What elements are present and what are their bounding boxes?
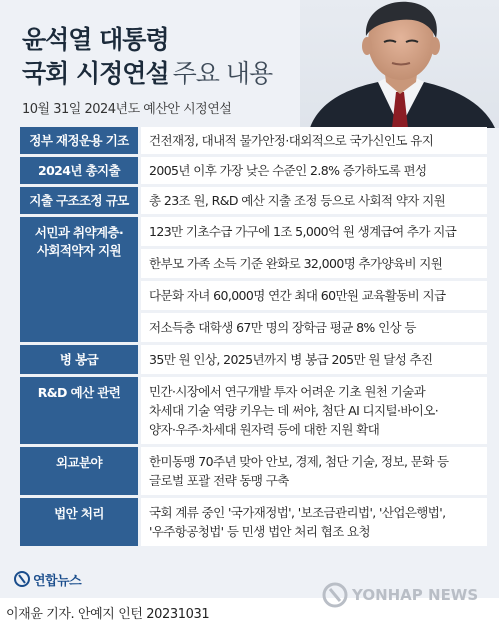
credit-line: 이재윤 기자. 안예지 인턴 20231031 bbox=[6, 607, 210, 622]
row-value: 한미동맹 70주년 맞아 안보, 경제, 첨단 기술, 정보, 문화 등 글로벌 포괄 전략 동맹 구축 bbox=[141, 447, 487, 495]
logo-text: 연합뉴스 bbox=[33, 573, 82, 589]
table-row bbox=[20, 217, 487, 342]
table-row bbox=[20, 377, 487, 444]
row-value: 총 23조 원, R&D 예산 지출 조정 등으로 사회적 약자 지원 bbox=[141, 187, 487, 214]
row-value: 건전재정, 대내적 물가안정·대외적으로 국가신인도 유지 bbox=[141, 127, 487, 154]
table-row bbox=[20, 498, 487, 546]
row-value: 다문화 자녀 60,000명 연간 최대 60만원 교육활동비 지급 bbox=[141, 281, 487, 310]
row-value: 2005년 이후 가장 낮은 수준인 2.8% 증가하도록 편성 bbox=[141, 157, 487, 184]
row-label: 법안 처리 bbox=[20, 498, 138, 546]
row-label: R&D 예산 관련 bbox=[20, 377, 138, 444]
row-label: 외교분야 bbox=[20, 447, 138, 495]
row-value: 한부모 가족 소득 기준 완화로 32,000명 추가양육비 지원 bbox=[141, 249, 487, 278]
watermark-text: YONHAP NEWS bbox=[352, 586, 479, 604]
title-line-2-bold: 국회 시정연설 bbox=[22, 59, 169, 88]
yonhap-logo-icon bbox=[14, 571, 30, 587]
table-row bbox=[20, 157, 487, 184]
row-label: 서민과 취약계층· 사회적약자 지원 bbox=[20, 217, 138, 342]
title-line-1: 윤석열 대통령 bbox=[22, 25, 169, 54]
row-value: 35만 원 인상, 2025년까지 병 봉급 205만 원 달성 추진 bbox=[141, 345, 487, 374]
subtitle: 10월 31일 2024년도 예산안 시정연설 bbox=[22, 102, 232, 117]
table-row bbox=[20, 447, 487, 495]
row-label: 지출 구조조정 규모 bbox=[20, 187, 138, 214]
table-row bbox=[20, 187, 487, 214]
title-line-2-light: 주요 내용 bbox=[172, 59, 273, 88]
yonhap-watermark-icon bbox=[322, 582, 348, 608]
header bbox=[0, 0, 499, 128]
row-value: 저소득층 대학생 67만 명의 장학금 평균 8% 인상 등 bbox=[141, 313, 487, 342]
row-label: 2024년 총지출 bbox=[20, 157, 138, 184]
president-portrait bbox=[300, 0, 499, 128]
row-value: 국회 계류 중인 '국가재정법', '보조금관리법', '산업은행법', '우주항공청법' 등 민생 법안 처리 협조 요청 bbox=[141, 498, 487, 546]
yonhap-logo bbox=[14, 568, 81, 590]
table-row bbox=[20, 345, 487, 374]
row-value: 민간·시장에서 연구개발 투자 어려운 기초 원천 기술과 차세대 기술 역량 키우는 데 써야, 첨단 AI 디지털·바이오· 양자·우주·차세대 원자력 등에 대한 지원 확대 bbox=[141, 377, 487, 444]
row-label: 정부 재정운용 기조 bbox=[20, 127, 138, 154]
row-value: 123만 기초수급 가구에 1조 5,000억 원 생계급여 추가 지급 bbox=[141, 217, 487, 246]
table-row bbox=[20, 127, 487, 154]
row-label: 병 봉급 bbox=[20, 345, 138, 374]
content-table bbox=[20, 127, 487, 549]
title-line-2 bbox=[22, 54, 272, 90]
yonhap-watermark bbox=[322, 582, 478, 608]
